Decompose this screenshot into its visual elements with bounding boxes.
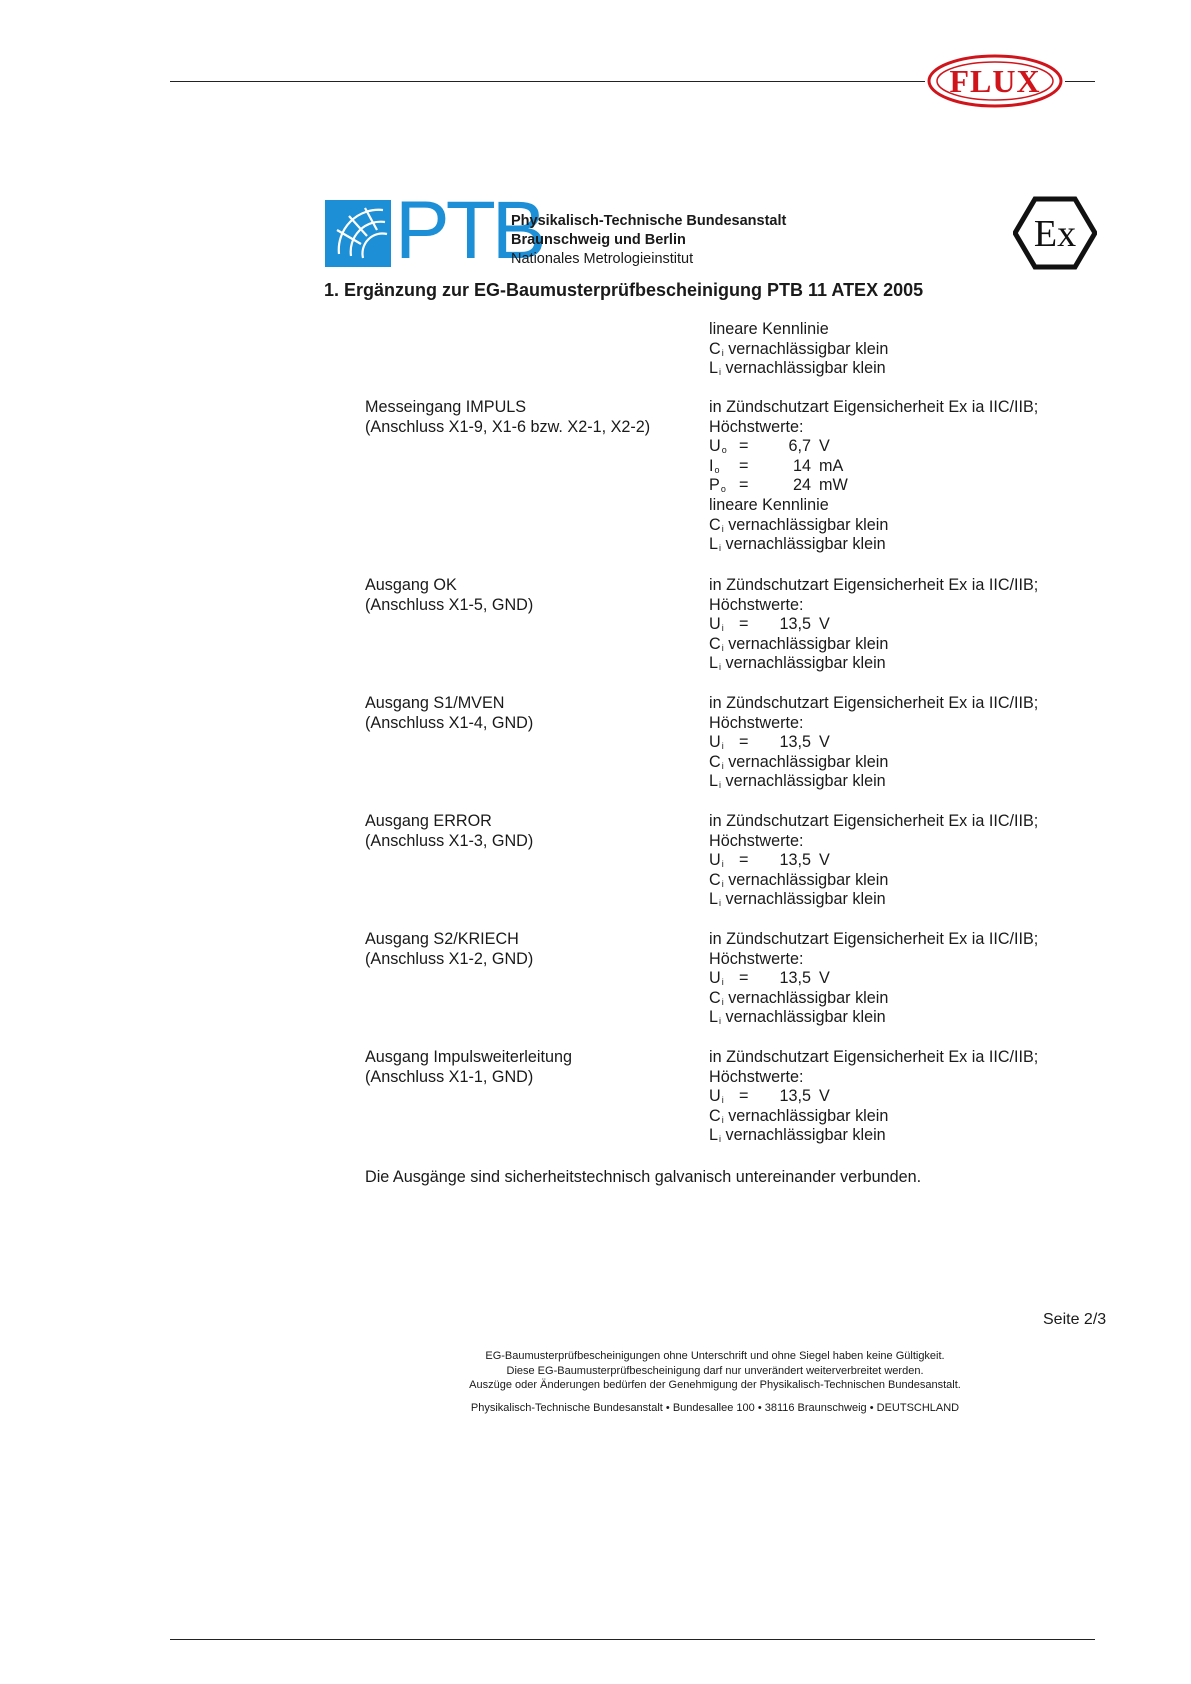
value-ci: $C_i$ vernachlässigbar klein [709,1106,889,1125]
ptb-organization [511,212,831,269]
footer-rule [170,1639,1095,1640]
value-ci: $C_i$ vernachlässigbar klein [709,870,889,889]
section-ok-values [709,576,1038,674]
value-ci: $C_i$ vernachlässigbar klein [709,752,889,771]
section-impuls-label [365,398,650,437]
ptb-wordmark: PTB [395,185,543,276]
value-ci: $C_i$ vernachlässigbar klein [709,988,889,1007]
footer-line-1: EG-Baumusterprüfbescheinigungen ohne Unterschrift und ohne Siegel haben keine Gültigkeit. [485,1350,945,1362]
section-s1-label [365,694,533,733]
value-ui: $U_i = 13,5$ V [709,1087,830,1106]
org-line-2: Braunschweig und Berlin [511,232,686,248]
section-name: Ausgang OK [365,576,457,594]
ptb-emblem-icon [325,200,391,267]
max-values-label: Höchstwerte: [709,1067,804,1086]
value-li: $L_i$ vernachlässigbar klein [709,535,886,554]
section-impuls-values [709,398,1038,555]
intro-line-1: lineare Kennlinie [709,320,829,338]
max-values-label: Höchstwerte: [709,831,804,850]
max-values-label: Höchstwerte: [709,949,804,968]
org-line-3: Nationales Metrologieinstitut [511,251,694,267]
section-terminal: (Anschluss X1-2, GND) [365,949,534,968]
section-error-values [709,812,1038,910]
intro-line-ci: $C_i$ vernachlässigbar klein [709,339,889,358]
section-name: Ausgang ERROR [365,812,492,830]
value-ui: $U_i = 13,5$ V [709,851,830,870]
value-li: $L_i$ vernachlässigbar klein [709,1126,886,1145]
protection: in Zündschutzart Eigensicherheit Ex ia IIC/IIB; [709,576,1039,594]
org-line-1: Physikalisch-Technische Bundesanstalt [511,213,787,229]
value-ui: $U_i = 13,5$ V [709,733,830,752]
section-name: Messeingang IMPULS [365,398,527,416]
section-name: Ausgang S2/KRIECH [365,930,519,948]
section-name: Ausgang S1/MVEN [365,694,505,712]
protection: in Zündschutzart Eigensicherheit Ex ia IIC/IIB; [709,694,1039,712]
certificate-footer [380,1349,1050,1415]
value-li: $L_i$ vernachlässigbar klein [709,1008,886,1027]
section-s2-values [709,930,1038,1028]
section-terminal: (Anschluss X1-4, GND) [365,713,534,732]
max-values-label: Höchstwerte: [709,417,804,436]
section-terminal: (Anschluss X1-5, GND) [365,595,534,614]
footer-address: Physikalisch-Technische Bundesanstalt • Bundesallee 100 • 38116 Braunschweig • DEUTSCHLAND [470,1401,960,1414]
value-ci: $C_i$ vernachlässigbar klein [709,634,889,653]
section-terminal: (Anschluss X1-3, GND) [365,831,534,850]
ex-hexagon-icon [1013,196,1097,270]
intro-block [709,320,888,379]
value-li: $L_i$ vernachlässigbar klein [709,890,886,909]
section-terminal: (Anschluss X1-9, X1-6 bzw. X2-1, X2-2) [365,417,651,436]
value-uo: $U_o = 6,7$ V [709,437,830,456]
max-values-label: Höchstwerte: [709,595,804,614]
protection: in Zündschutzart Eigensicherheit Ex ia IIC/IIB; [709,1048,1039,1066]
footer-line-2: Diese EG-Baumusterprüfbescheinigung darf nur unverändert weiterverbreitet werden. [506,1364,924,1377]
section-ok-label [365,576,533,615]
value-ci: $C_i$ vernachlässigbar klein [709,515,889,534]
characteristic: lineare Kennlinie [709,495,829,514]
value-li: $L_i$ vernachlässigbar klein [709,654,886,673]
value-io: $I_o = 14$ mA [709,456,844,475]
section-s2-label [365,930,533,969]
max-values-label: Höchstwerte: [709,713,804,732]
section-name: Ausgang Impulsweiterleitung [365,1048,572,1066]
page-number: Seite 2/3 [1043,1311,1107,1328]
document-title: 1. Ergänzung zur EG-Baumusterprüfbescheinigung PTB 11 ATEX 2005 [324,280,924,300]
value-po: $P_o = 24$ mW [709,476,848,495]
section-s1-values [709,694,1038,792]
protection: in Zündschutzart Eigensicherheit Ex ia IIC/IIB; [709,930,1039,948]
section-error-label [365,812,533,851]
section-terminal: (Anschluss X1-1, GND) [365,1067,534,1086]
value-ui: $U_i = 13,5$ V [709,615,830,634]
section-impulsweiterleitung-values [709,1048,1038,1146]
value-li: $L_i$ vernachlässigbar klein [709,772,886,791]
value-ui: $U_i = 13,5$ V [709,969,830,988]
flux-logo-text: FLUX [949,63,1041,99]
footer-line-3: Auszüge oder Änderungen bedürfen der Genehmigung der Physikalisch-Technischen Bundesanstalt. [469,1379,961,1391]
protection: in Zündschutzart Eigensicherheit Ex ia IIC/IIB; [709,398,1039,416]
ex-mark-text: Ex [1033,213,1077,255]
protection: in Zündschutzart Eigensicherheit Ex ia IIC/IIB; [709,812,1039,830]
section-impulsweiterleitung-label [365,1048,572,1087]
closing-statement: Die Ausgänge sind sicherheitstechnisch galvanisch untereinander verbunden. [365,1168,922,1186]
intro-line-li: $L_i$ vernachlässigbar klein [709,359,886,378]
flux-logo [925,52,1065,110]
